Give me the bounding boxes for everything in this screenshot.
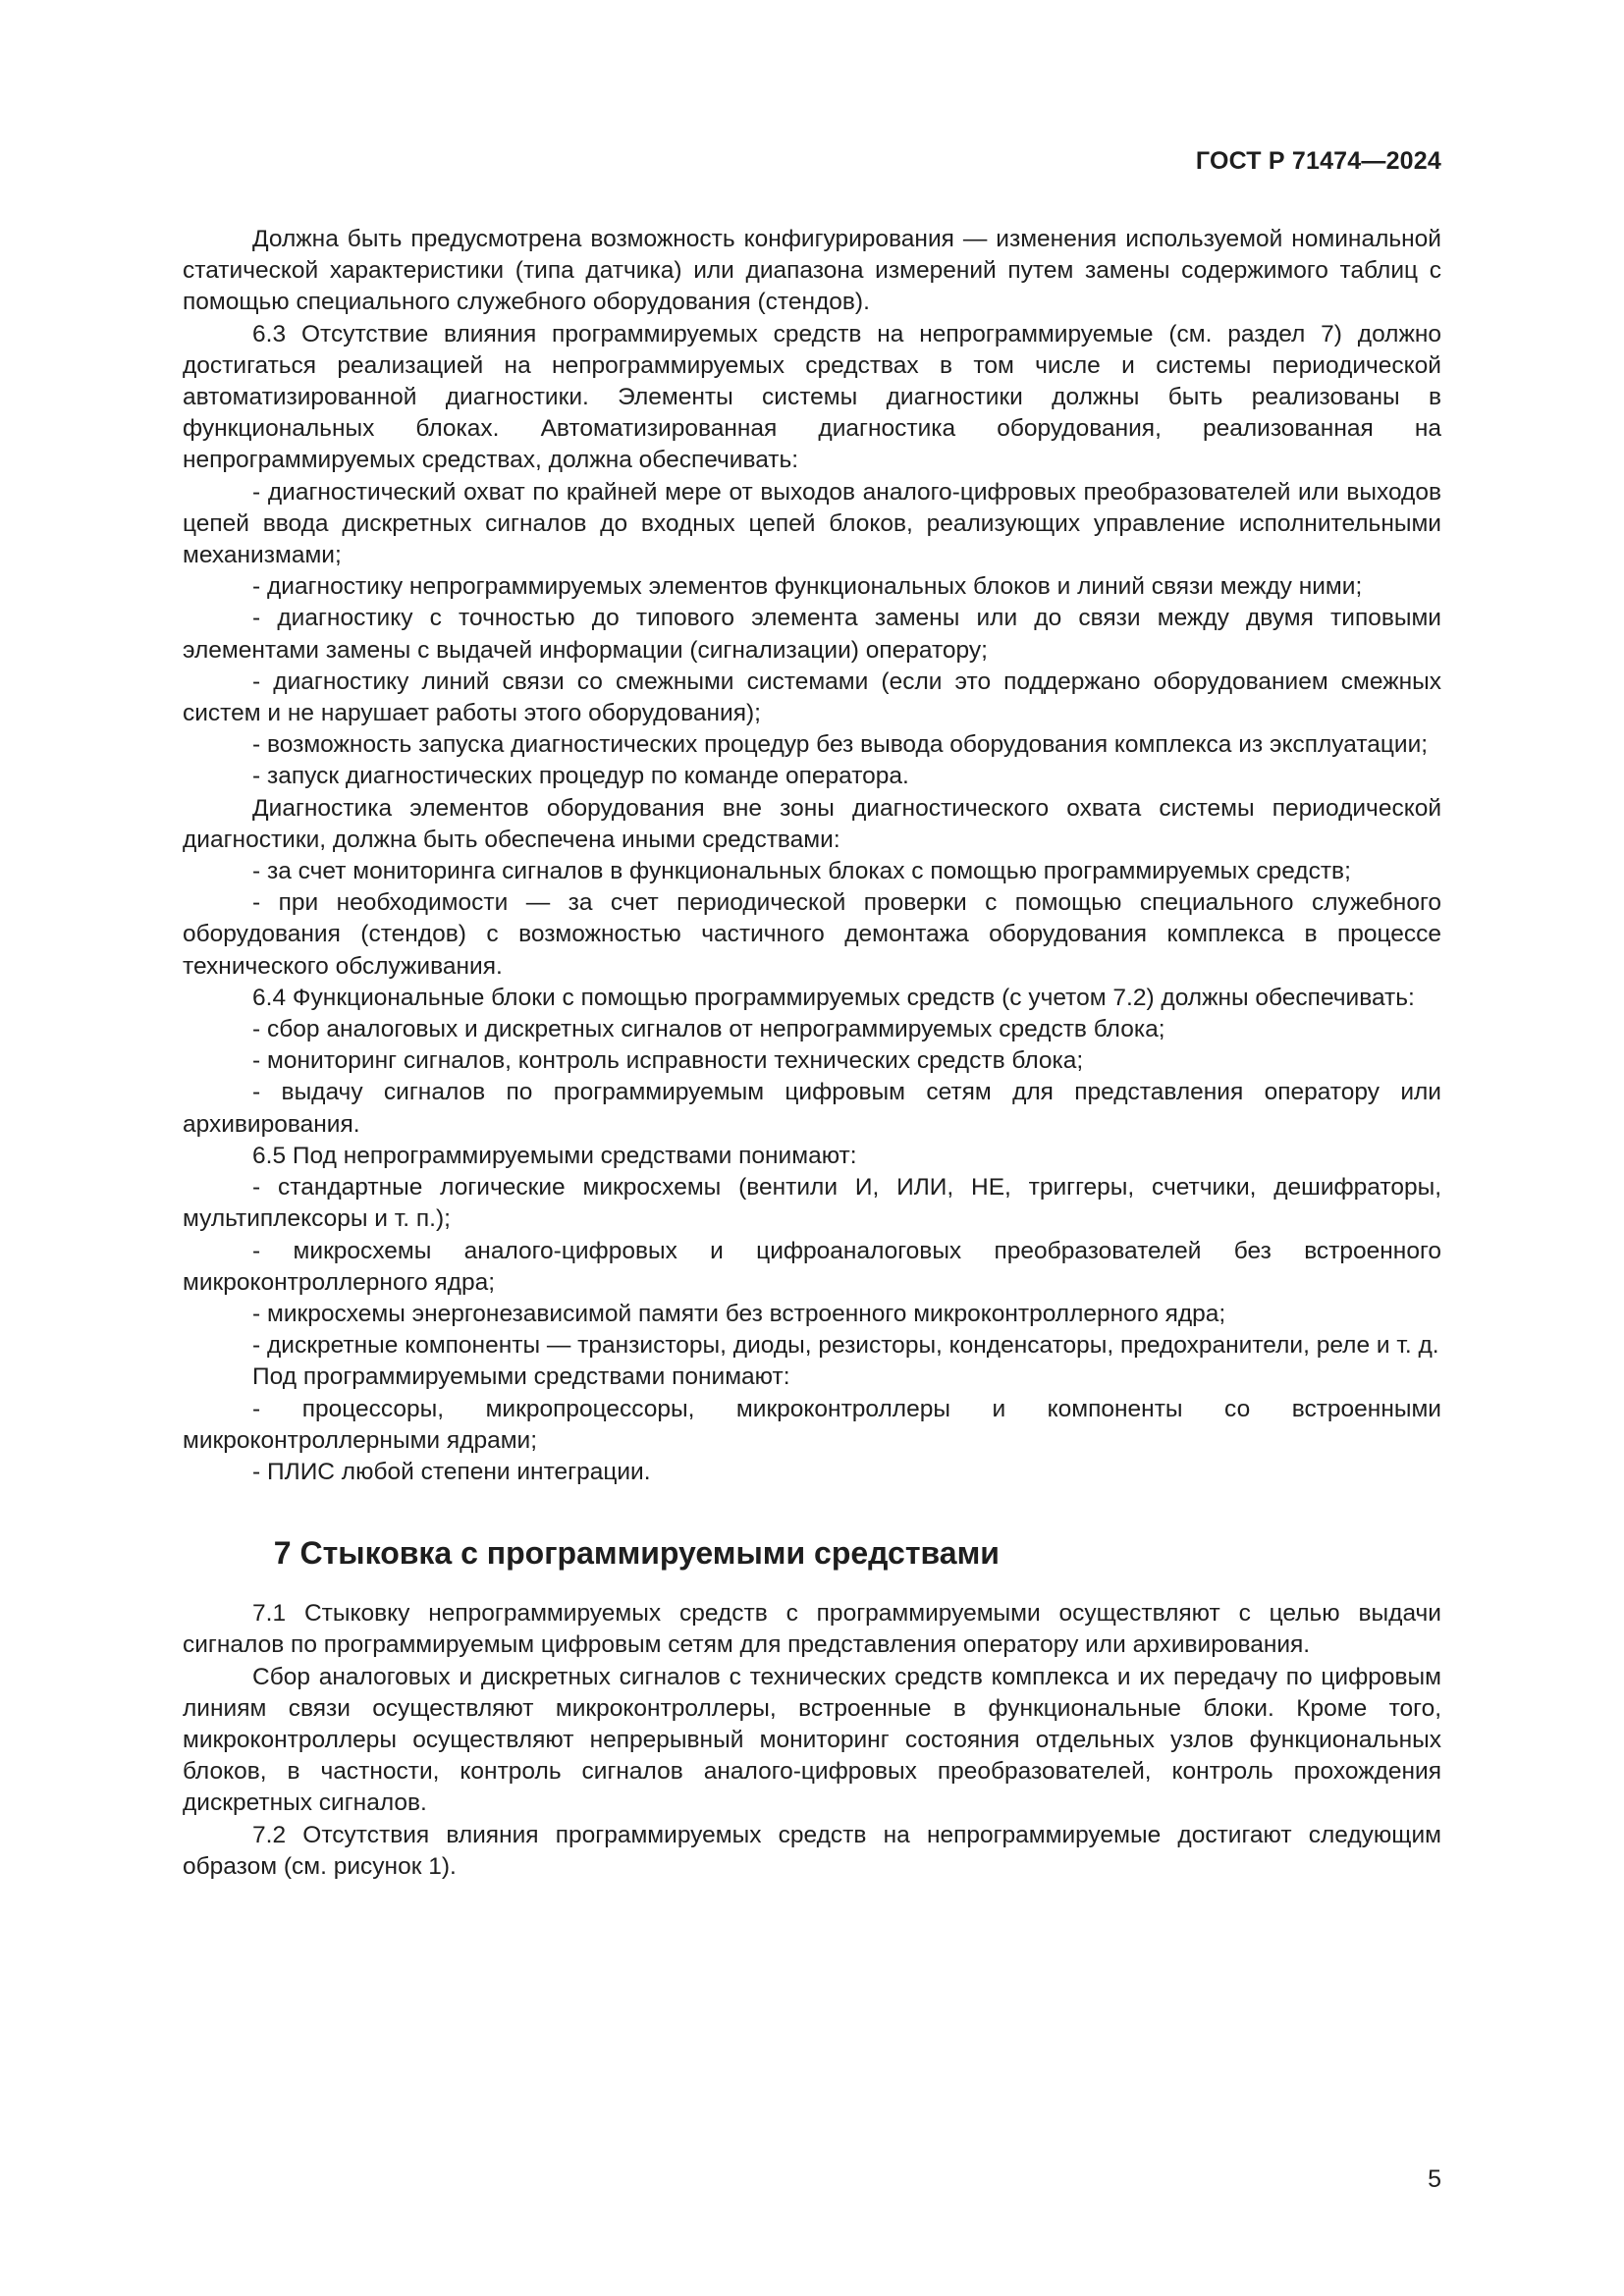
document-body — [183, 224, 1441, 1883]
list-item: - микросхемы энергонезависимой памяти без встроенного микроконтроллерного ядра; — [252, 1300, 1226, 1327]
list-item: - диагностический охват по крайней мере от выходов аналого-цифровых преобразователей или выходов цепей ввода дискретных сигналов до входных цепей блоков, реализующих управление исполнительными механизмами; — [183, 478, 1441, 569]
list-item: - мониторинг сигналов, контроль исправности технических средств блока; — [252, 1047, 1084, 1075]
list-item: - микросхемы аналого-цифровых и цифроаналоговых преобразователей без встроенного микроконтроллерного ядра; — [183, 1237, 1441, 1296]
list-item: - выдачу сигналов по программируемым цифровым сетям для представления оператору или архивирования. — [183, 1079, 1441, 1138]
paragraph-configuration: Должна быть предусмотрена возможность конфигурирования — изменения используемой номинальной статической характеристики (типа датчика) или диапазона измерений путем замены содержимого таблиц с помощью специального служебного оборудования (стендов). — [183, 226, 1441, 316]
paragraph-signal-collection: Сбор аналоговых и дискретных сигналов с технических средств комплекса и их передачу по цифровым линиям связи осуществляют микроконтроллеры, встроенные в функциональные блоки. Кроме того, микроконтроллеры осуществляют непрерывный мониторинг состояния отдельных узлов функциональных блоков, в частности, контроль сигналов аналого-цифровых преобразователей, контроль прохождения дискретных сигналов. — [183, 1663, 1441, 1817]
list-item: - запуск диагностических процедур по команде оператора. — [252, 763, 909, 790]
list-item: - стандартные логические микросхемы (вентили И, ИЛИ, НЕ, триггеры, счетчики, дешифраторы, мультиплексоры и т. п.); — [183, 1174, 1441, 1233]
paragraph-6-4: 6.4 Функциональные блоки с помощью программируемых средств (с учетом 7.2) должны обеспечивать: — [252, 984, 1415, 1011]
list-item: - за счет мониторинга сигналов в функциональных блоках с помощью программируемых средств; — [252, 858, 1351, 885]
paragraph-diagnostics-outside: Диагностика элементов оборудования вне зоны диагностического охвата системы периодической диагностики, должна быть обеспечена иными средствами: — [183, 794, 1441, 853]
list-item: - возможность запуска диагностических процедур без вывода оборудования комплекса из эксплуатации; — [252, 731, 1429, 759]
list-item: - сбор аналоговых и дискретных сигналов от непрограммируемых средств блока; — [252, 1016, 1165, 1043]
list-item: - диагностику непрограммируемых элементов функциональных блоков и линий связи между ними; — [252, 573, 1363, 601]
paragraph-6-3: 6.3 Отсутствие влияния программируемых средств на непрограммируемые (см. раздел 7) должно достигаться реализацией на непрограммируемых средствах в том числе и системы периодической автоматизированной диагностики. Элементы системы диагностики должны быть реализованы в функциональных блоках. Автоматизированная диагностика оборудования, реализованная на непрограммируемых средствах, должна обеспечивать: — [183, 320, 1441, 474]
list-item: - процессоры, микропроцессоры, микроконтроллеры и компоненты со встроенными микроконтроллерными ядрами; — [183, 1395, 1441, 1454]
paragraph-programmable-means: Под программируемыми средствами понимают: — [252, 1363, 790, 1391]
list-item: - диагностику линий связи со смежными системами (если это поддержано оборудованием смежных систем и не нарушает работы этого оборудования); — [183, 667, 1441, 727]
list-item: - ПЛИС любой степени интеграции. — [252, 1458, 651, 1485]
page-number: 5 — [1428, 2165, 1441, 2193]
paragraph-7-1: 7.1 Стыковку непрограммируемых средств с программируемыми осуществляют с целью выдачи сигналов по программируемым цифровым сетям для представления оператору или архивирования. — [183, 1600, 1441, 1659]
list-item: - дискретные компоненты — транзисторы, диоды, резисторы, конденсаторы, предохранители, реле и т. д. — [252, 1332, 1439, 1360]
document-number: ГОСТ Р 71474—2024 — [1195, 147, 1441, 175]
list-item: - диагностику с точностью до типового элемента замены или до связи между двумя типовыми элементами замены с выдачей информации (сигнализации) оператору; — [183, 605, 1441, 664]
section-7-heading: 7 Стыковка с программируемыми средствами — [273, 1535, 1000, 1572]
list-item: - при необходимости — за счет периодической проверки с помощью специального служебного оборудования (стендов) с возможностью частичного демонтажа оборудования комплекса в процессе технического обслуживания. — [183, 889, 1441, 980]
paragraph-7-2: 7.2 Отсутствия влияния программируемых средств на непрограммируемые достигают следующим образом (см. рисунок 1). — [183, 1821, 1441, 1880]
paragraph-6-5: 6.5 Под непрограммируемыми средствами понимают: — [252, 1142, 857, 1169]
